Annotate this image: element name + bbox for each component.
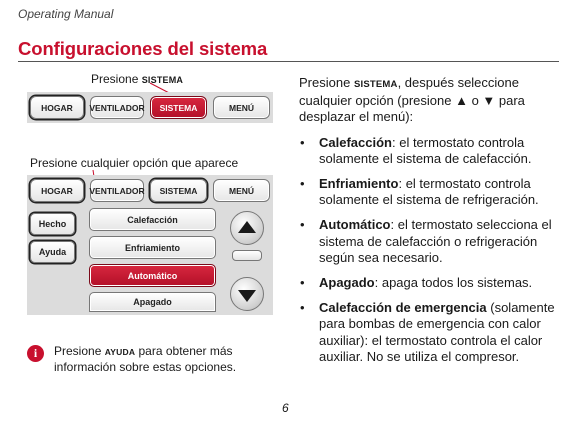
option-cool[interactable]: Enfriamiento [89,236,216,259]
page-number: 6 [282,401,289,415]
manual-header-label: Operating Manual [18,7,114,21]
help-key-label: AYUDA [104,347,136,357]
scroll-up-button[interactable] [230,211,264,245]
home-button[interactable]: HOGAR [30,179,84,202]
instructions-intro: Presione SISTEMA, después seleccione cualquier opción (presione ▲ o ▼ para desplazar el menú): [299,75,525,125]
bullet-icon: • [300,217,305,233]
instructions [299,75,561,374]
menu-button[interactable]: MENÚ [213,96,270,119]
figure1-caption: Presione SISTEMA [91,72,184,86]
help-note: Presione AYUDA para obtener más información sobre estas opciones. [54,344,237,374]
thermostat-panel-system [27,175,273,315]
help-button[interactable]: Ayuda [30,241,75,263]
home-button[interactable]: HOGAR [30,96,84,119]
system-button[interactable]: SISTEMA [150,96,207,119]
fan-button[interactable]: VENTILADOR [90,179,144,202]
system-key-label: SISTEMA [141,75,184,85]
figure2-caption: Presione cualquier opción que aparece [30,156,239,170]
list-item: • Enfriamiento: el termostato controla solamente el sistema de refrigeración. [300,176,539,208]
bullet-icon: • [300,275,305,291]
option-heat[interactable]: Calefacción [89,208,216,231]
bullet-icon: • [300,300,305,316]
bullet-icon: • [300,176,305,192]
list-item: • Calefacción: el termostato controla solamente el sistema de calefacción. [300,134,532,166]
scroll-down-button[interactable] [230,277,264,311]
info-icon: i [27,345,44,362]
system-key-label: SISTEMA [353,79,398,90]
list-item: • Calefacción de emergencia (solamente para bombas de emergencia con calor auxiliar): el termostato controla el calor auxiliar. No se utiliza el compresor. [300,300,555,364]
mode-list [299,135,561,365]
menu-button[interactable]: MENÚ [213,179,270,202]
list-item: • Apagado: apaga todos los sistemas. [300,275,533,291]
option-off[interactable]: Apagado [89,292,216,312]
down-arrow-icon [238,290,256,302]
fan-button[interactable]: VENTILADOR [90,96,144,119]
thermostat-panel-top [27,92,273,123]
list-item: • Automático: el termostato selecciona el sistema de calefacción o refrigeración según sea necesario. [300,217,552,265]
option-auto[interactable]: Automático [89,264,216,287]
done-button[interactable]: Hecho [30,213,75,235]
system-button[interactable]: SISTEMA [150,179,207,202]
bullet-icon: • [300,134,305,150]
scroll-indicator [232,250,262,261]
section-title: Configuraciones del sistema [18,38,268,59]
up-arrow-icon [238,221,256,233]
